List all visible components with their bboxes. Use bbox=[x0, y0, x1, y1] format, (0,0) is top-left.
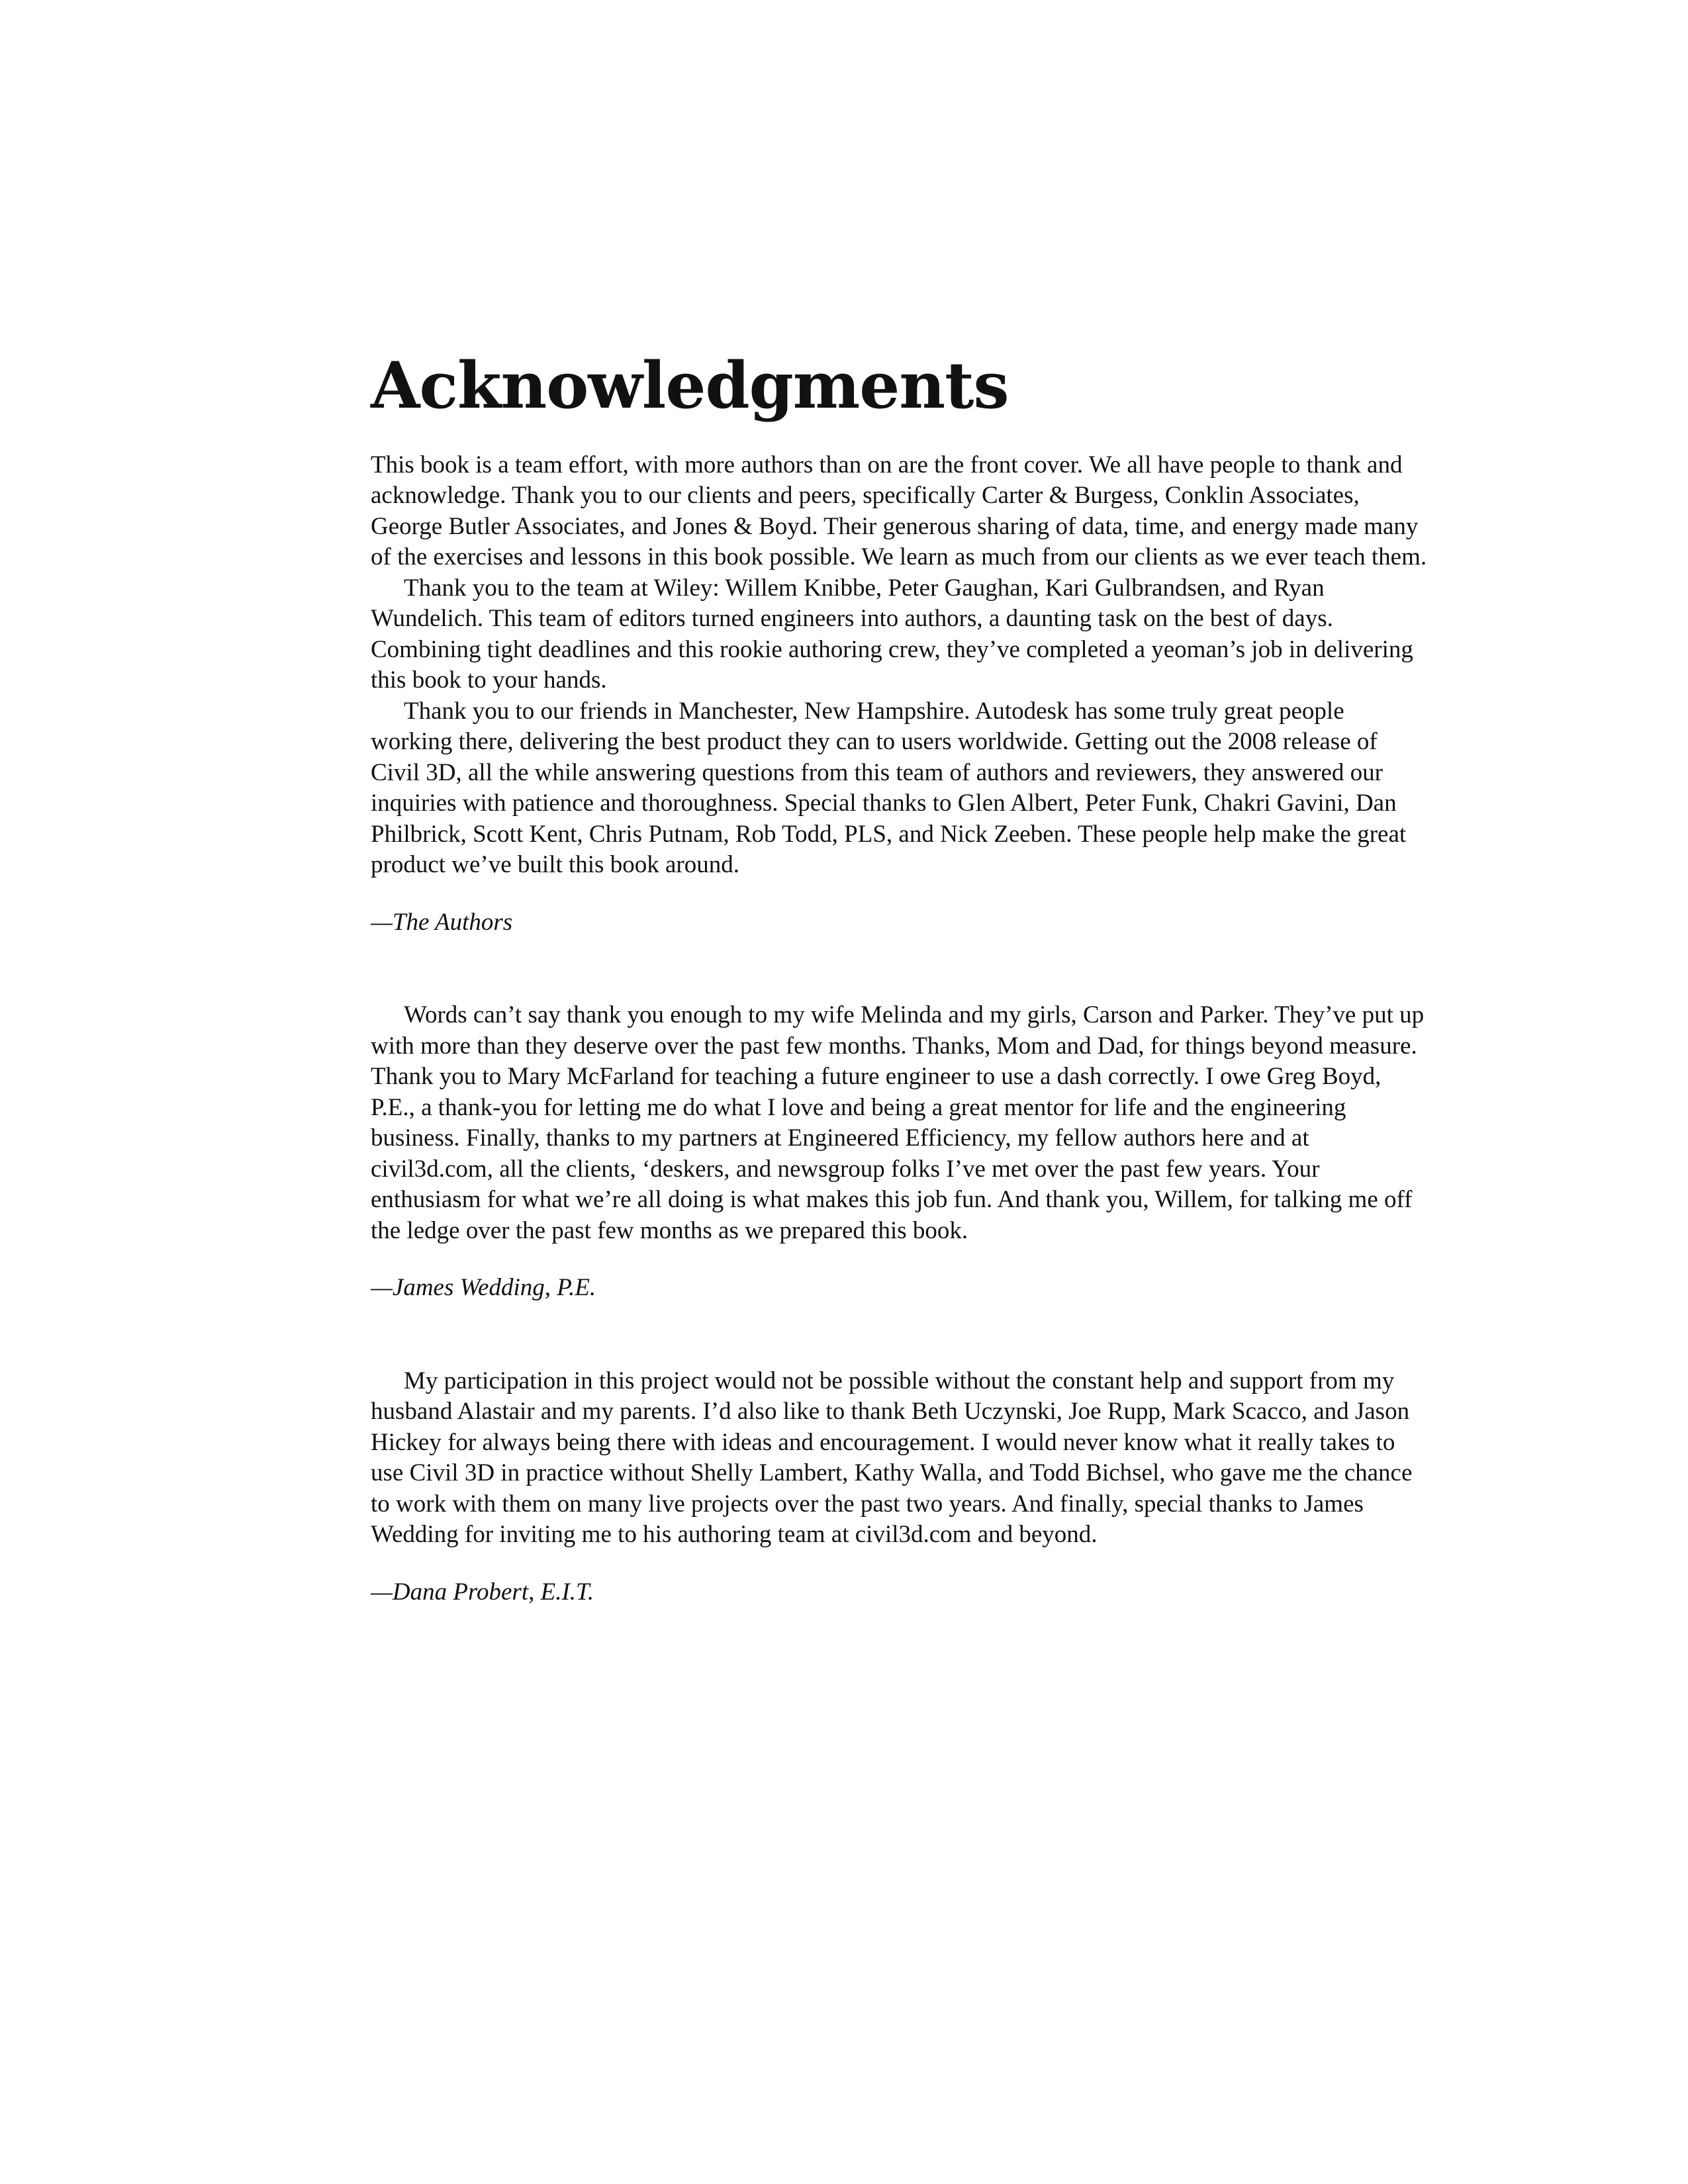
signature: —James Wedding, P.E. bbox=[371, 1274, 596, 1302]
paragraph: My participation in this project would not be possible without the constant help and support from my husband Alastair and my parents. I’d also like to thank Beth Uczynski, Joe Rupp, Mark Scacco, and Jason Hickey for always being there with ideas and encouragement. I would never know what it really takes to use Civil 3D in practice without Shelly Lambert, Kathy Walla, and Todd Bichsel, who gave me the chance to work with them on many live projects over the past two years. And finally, special thanks to James Wedding for inviting me to his authoring team at civil3d.com and beyond. bbox=[371, 1367, 1413, 1549]
signature: —Dana Probert, E.I.T. bbox=[371, 1578, 594, 1606]
section-gap bbox=[371, 938, 1430, 1000]
dana-probert-section bbox=[371, 1366, 1430, 1608]
paragraph: Words can’t say thank you enough to my wife Melinda and my girls, Carson and Parker. They’ve put up with more than they deserve over the past few months. Thanks, Mom and Dad, for things beyond measure. Thank you to Mary McFarland for teaching a future engineer to use a dash correctly. I owe Greg Boyd, P.E., a thank-you for letting me do what I love and being a great mentor for life and the engineering business. Finally, thanks to my partners at Engineered Efficiency, my fellow authors here and at civil3d.com, all the clients, ‘deskers, and newsgroup folks I’ve met over the past few years. Your enthusiasm for what we’re all doing is what makes this job fun. And thank you, Willem, for talking me off the ledge over the past few months as we prepared this book. bbox=[371, 1001, 1425, 1244]
paragraph: Thank you to the team at Wiley: Willem Knibbe, Peter Gaughan, Kari Gulbrandsen, and Ryan Wundelich. This team of editors turned engineers into authors, a daunting task on the best of days. Combining tight deadlines and this rookie authoring crew, they’ve completed a yeoman’s job in delivering this book to your hands. bbox=[371, 574, 1413, 694]
page-title: Acknowledgments bbox=[371, 348, 1009, 423]
page-content bbox=[371, 348, 1430, 1608]
signature: —The Authors bbox=[371, 908, 513, 936]
paragraph: Thank you to our friends in Manchester, New Hampshire. Autodesk has some truly great people working there, delivering the best product they can to users worldwide. Getting out the 2008 release of Civil 3D, all the while answering questions from this team of authors and reviewers, they answered our inquiries with patience and thoroughness. Special thanks to Glen Albert, Peter Funk, Chakri Gavini, Dan Philbrick, Scott Kent, Chris Putnam, Rob Todd, PLS, and Nick Zeeben. These people help make the great product we’ve built this book around. bbox=[371, 697, 1407, 879]
paragraph: This book is a team effort, with more authors than on are the front cover. We all have people to thank and acknowledge. Thank you to our clients and peers, specifically Carter & Burgess, Conklin Associates, George Butler Associates, and Jones & Boyd. Their generous sharing of data, time, and energy made many of the exercises and lessons in this book possible. We learn as much from our clients as we ever teach them. bbox=[371, 451, 1427, 571]
section-gap bbox=[371, 1304, 1430, 1366]
james-wedding-section bbox=[371, 1000, 1430, 1304]
authors-section bbox=[371, 450, 1430, 938]
